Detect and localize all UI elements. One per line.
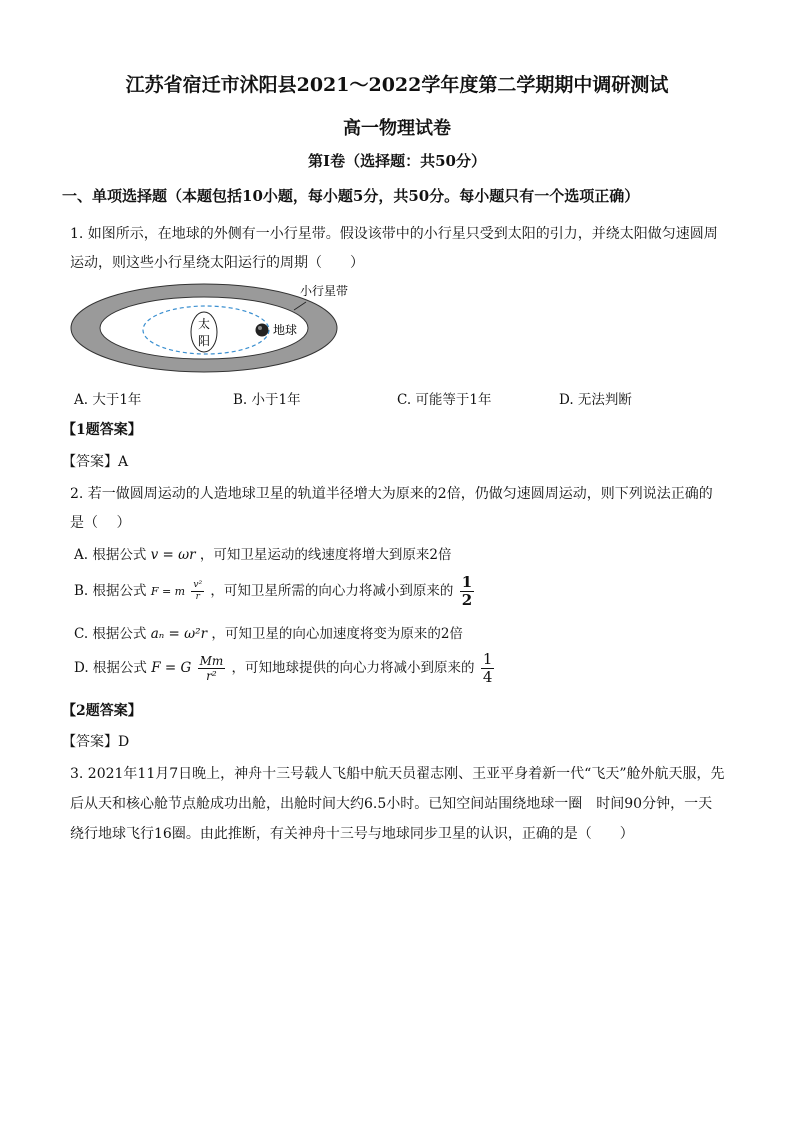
q1-option-a: A. 大于1年	[74, 392, 142, 408]
earth-dot-icon	[256, 324, 269, 337]
q2-option-a-formula: v = ωr	[150, 547, 196, 563]
page-title: 江苏省宿迁市沭阳县2021～2022学年度第二学期期中调研测试	[125, 74, 669, 96]
q2-option-d-denominator: r²	[206, 669, 217, 683]
q2-option-b-prefix: B. 根据公式	[74, 583, 147, 599]
q1-answer: 【答案】A	[62, 454, 129, 470]
q2-answer: 【答案】D	[62, 734, 130, 750]
q2-option-d-formula-lhs: F = G	[151, 660, 192, 676]
q2-option-b-formula-lhs: F = m	[150, 585, 186, 598]
q3-stem-line-2: 后从天和核心舱节点舱成功出舱，出舱时间大约6.5小时。已知空间站围绕地球一圈 时间90分钟，一天	[70, 796, 713, 812]
q2-option-d-numerator: Mm	[199, 654, 224, 668]
volume-heading: 第Ⅰ卷（选择题：共50分）	[308, 152, 486, 170]
q2-option-b-ratio	[460, 575, 474, 608]
q2-stem-line-2: 是（ ）	[70, 515, 131, 531]
belt-label: 小行星带	[300, 284, 349, 298]
q2-option-b-numerator: v²	[193, 580, 203, 590]
q2-option-a-text: ，可知卫星运动的线速度将增大到原来2倍	[199, 547, 452, 563]
q2-stem-line-1: 2. 若一做圆周运动的人造地球卫星的轨道半径增大为原来的2倍，仍做匀速圆周运动，则下列说法正确的	[70, 486, 713, 502]
q2-option-d-ratio	[481, 652, 495, 685]
q1-option-c: C. 可能等于1年	[397, 392, 492, 408]
q2-option-a-prefix: A. 根据公式	[74, 547, 147, 563]
asteroid-belt-figure	[68, 282, 358, 377]
q1-option-b: B. 小于1年	[233, 392, 301, 408]
q2-option-b-ratio-den: 2	[461, 591, 473, 609]
exam-subtitle: 高一物理试卷	[343, 118, 451, 139]
q2-option-d-ratio-num: 1	[482, 650, 493, 668]
q2-option-d-formula-fraction	[198, 655, 226, 682]
q2-option-b	[74, 575, 476, 608]
earth-highlight	[258, 326, 262, 330]
q1-stem-line-2: 运动，则这些小行星绕太阳运行的周期（ ）	[70, 255, 364, 271]
q2-option-c	[74, 622, 463, 642]
q3-stem-line-1: 3. 2021年11月7日晚上，神舟十三号载人飞船中航天员翟志刚、王亚平身着新一代“飞天”舱外航天服，先	[70, 766, 725, 782]
q2-option-a	[74, 543, 452, 563]
q2-option-c-text: ，可知卫星的向心加速度将变为原来的2倍	[211, 626, 463, 642]
q2-option-d-text: ，可知地球提供的向心力将减小到原来的	[231, 660, 475, 676]
sun-label-1: 太	[197, 317, 211, 331]
q2-option-b-ratio-num: 1	[461, 573, 473, 591]
section-heading: 一、单项选择题（本题包括10小题，每小题5分，共50分。每小题只有一个选项正确）	[62, 187, 640, 205]
q2-option-b-text: ，可知卫星所需的向心力将减小到原来的	[210, 583, 454, 599]
q1-stem-line-1: 1. 如图所示，在地球的外侧有一小行星带。假设该带中的小行星只受到太阳的引力，并绕太阳做匀速圆周	[70, 226, 718, 242]
q2-option-d-ratio-den: 4	[482, 668, 493, 686]
q1-option-d: D. 无法判断	[559, 392, 632, 408]
q2-option-d-prefix: D. 根据公式	[74, 660, 147, 676]
q2-option-b-formula-fraction	[191, 581, 204, 602]
sun-label-2: 阳	[197, 334, 211, 348]
q1-answer-heading: 【1题答案】	[62, 422, 142, 438]
q3-stem-line-3: 绕行地球飞行16圈。由此推断，有关神舟十三号与地球同步卫星的认识，正确的是（ ）	[70, 826, 634, 842]
q2-option-b-denominator: r	[195, 592, 200, 602]
q2-option-d	[74, 652, 496, 685]
earth-label: 地球	[273, 323, 298, 337]
q2-option-c-formula: aₙ = ω²r	[150, 626, 208, 642]
q2-option-c-prefix: C. 根据公式	[74, 626, 147, 642]
q2-answer-heading: 【2题答案】	[62, 703, 142, 719]
